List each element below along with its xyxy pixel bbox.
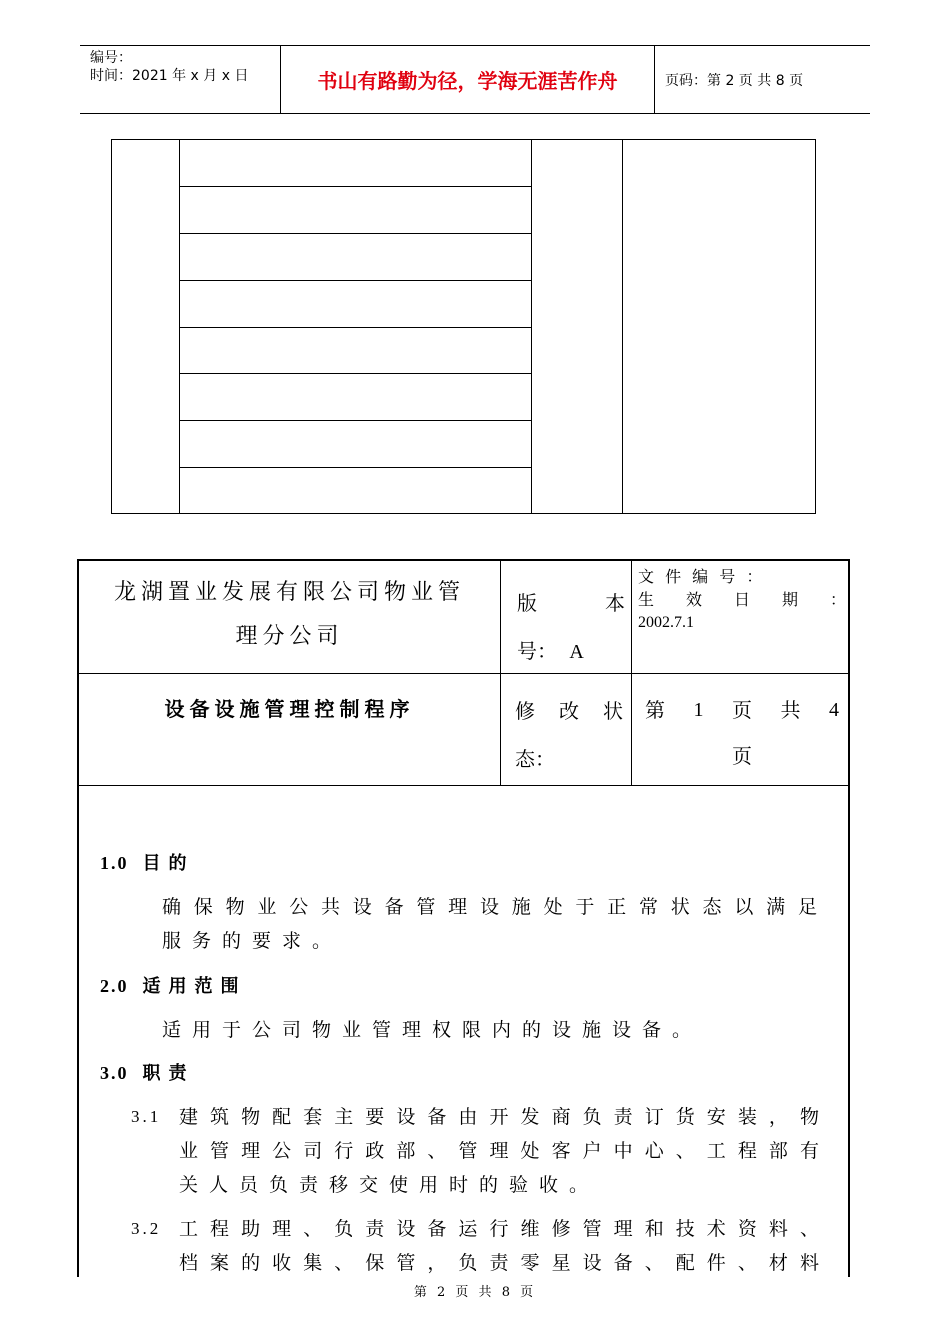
text-char: 业 (257, 896, 277, 918)
text-char: 责 (613, 1106, 633, 1128)
text-char: 套 (303, 1106, 323, 1128)
text-char: 理 (448, 896, 468, 918)
document-title: 设备设施管理控制程序 (164, 697, 415, 721)
table-row-line (179, 233, 531, 234)
text-char: 部 (768, 1140, 788, 1162)
text-char: 心 (644, 1140, 664, 1162)
text-char: 工 (179, 1218, 199, 1240)
text-char: 、 (799, 1218, 819, 1240)
text-char: 理 (613, 1218, 633, 1240)
page-char: 1 (693, 699, 704, 721)
text-char: 的 (241, 1252, 261, 1274)
text-char: 件 (706, 1252, 726, 1274)
text-char: 责 (489, 1252, 509, 1274)
text-char: 由 (458, 1106, 478, 1128)
section-number: 1.0 (100, 853, 129, 873)
text-char: 备 (427, 1106, 447, 1128)
text-char: 物 (799, 1106, 819, 1128)
effective-char: 期 (781, 590, 798, 609)
revision-cell (515, 687, 623, 783)
table-row-line (179, 420, 531, 421)
file-no-label: 文 件 编 号 ： (638, 567, 766, 586)
text-char: 配 (675, 1252, 695, 1274)
text-char: 处 (543, 896, 563, 918)
revision-char: 态： (515, 747, 555, 771)
text-char: 修 (551, 1218, 571, 1240)
effective-date: 2002.7.1 (638, 614, 694, 631)
text-char: 、 (427, 1140, 447, 1162)
section-title: 职责 (142, 1063, 195, 1084)
page-header (80, 45, 870, 114)
version-label-c: 号： (517, 639, 557, 663)
effective-char: 生 (638, 590, 655, 609)
text-char: 中 (613, 1140, 633, 1162)
text-char: 行 (489, 1218, 509, 1240)
text-char: 料 (799, 1252, 819, 1274)
text-char: 管 (396, 1252, 416, 1274)
text-char: ， (427, 1252, 447, 1274)
text-char: 要 (365, 1106, 385, 1128)
text-char: 备 (384, 896, 404, 918)
file-info-cell (638, 565, 846, 634)
text-char: 零 (520, 1252, 540, 1274)
version-value: A (569, 641, 584, 663)
text-char: 常 (638, 896, 658, 918)
table-row-line (179, 373, 531, 374)
text-char: 负 (458, 1252, 478, 1274)
table-divider (531, 140, 532, 513)
text-char: 设 (479, 896, 499, 918)
text-char: 以 (734, 896, 754, 918)
text-char: 正 (607, 896, 627, 918)
text-char: 订 (644, 1106, 664, 1128)
text-char: 、 (644, 1252, 664, 1274)
text-char: 满 (766, 896, 786, 918)
text-char: 商 (551, 1106, 571, 1128)
version-cell (517, 579, 625, 676)
effective-char: ： (829, 590, 846, 609)
number-label: 编号： (90, 50, 132, 66)
text-char: 施 (511, 896, 531, 918)
effective-char: 效 (685, 590, 702, 609)
text-char: ， (768, 1106, 788, 1128)
text-char: 态 (702, 896, 722, 918)
text-char: 和 (644, 1218, 664, 1240)
text-line: 适用于公司物业管理权限内的设施设备。 (162, 1019, 703, 1041)
text-char: 管 (582, 1218, 602, 1240)
text-char: 理 (241, 1140, 261, 1162)
paragraph (162, 1013, 817, 1047)
text-char: 术 (706, 1218, 726, 1240)
text-char: 于 (575, 896, 595, 918)
text-char: 共 (320, 896, 340, 918)
text-char: 主 (334, 1106, 354, 1128)
company-line-2: 理分公司 (235, 624, 344, 649)
subsection (131, 1212, 819, 1280)
text-char: 设 (396, 1218, 416, 1240)
section-number: 3.0 (100, 1063, 129, 1083)
text-char: 筑 (210, 1106, 230, 1128)
text-char: 装 (737, 1106, 757, 1128)
text-char: 助 (241, 1218, 261, 1240)
text-char: 足 (797, 896, 817, 918)
justified-line (179, 1212, 819, 1246)
text-char: 、 (334, 1252, 354, 1274)
company-name (79, 571, 500, 659)
form-page-cell (645, 687, 839, 779)
text-char: 业 (179, 1140, 199, 1162)
text-char: 技 (675, 1218, 695, 1240)
text-line: 服务的要求。 (162, 930, 343, 952)
text-char: 负 (582, 1106, 602, 1128)
text-char: 案 (210, 1252, 230, 1274)
revision-char: 状 (603, 699, 623, 723)
text-char: 设 (352, 896, 372, 918)
text-char: 运 (458, 1218, 478, 1240)
text-char: 管 (458, 1140, 478, 1162)
text-char: 货 (675, 1106, 695, 1128)
document-form (77, 559, 850, 1277)
version-label-a: 版 (517, 591, 537, 615)
justified-line (179, 1246, 819, 1280)
company-line-1: 龙湖置业发展有限公司物业管 (113, 580, 465, 605)
header-page-info: 页码：第 2 页 共 8 页 (665, 72, 804, 89)
page-footer: 第 2 页 共 8 页 (413, 1285, 537, 1300)
text-char: 备 (427, 1218, 447, 1240)
table-divider (622, 140, 623, 513)
text-char: 备 (613, 1252, 633, 1274)
blank-table (111, 139, 816, 514)
effective-label (638, 588, 846, 611)
subsection-number: 3.1 (131, 1107, 162, 1126)
page-char: 共 (780, 698, 801, 722)
header-meta (80, 46, 281, 113)
text-char: 客 (551, 1140, 571, 1162)
text-char: 处 (520, 1140, 540, 1162)
text-char: 配 (272, 1106, 292, 1128)
section-heading (100, 972, 247, 998)
paragraph (162, 890, 817, 958)
table-row-line (179, 280, 531, 281)
revision-char: 修 (515, 699, 535, 723)
text-char: 材 (768, 1252, 788, 1274)
text-char: 设 (396, 1106, 416, 1128)
text-char: 管 (210, 1140, 230, 1162)
subsection-number: 3.2 (131, 1219, 162, 1238)
page-char: 4 (829, 699, 839, 721)
table-row-line (179, 467, 531, 468)
text-char: 星 (551, 1252, 571, 1274)
text-char: 建 (179, 1106, 199, 1128)
form-divider (79, 673, 848, 674)
text-line: 关人员负责移交使用时的验收。 (179, 1174, 600, 1196)
text-char: 状 (670, 896, 690, 918)
text-char: 确 (162, 896, 182, 918)
text-char: 政 (365, 1140, 385, 1162)
subsection (131, 1100, 819, 1202)
text-char: 保 (193, 896, 213, 918)
text-char: 工 (706, 1140, 726, 1162)
text-char: 开 (489, 1106, 509, 1128)
text-char: 、 (737, 1252, 757, 1274)
text-char: 行 (334, 1140, 354, 1162)
text-char: 户 (582, 1140, 602, 1162)
table-row-line (179, 186, 531, 187)
section-heading (100, 849, 195, 875)
effective-char: 日 (733, 590, 750, 609)
text-char: 理 (489, 1140, 509, 1162)
text-char: 料 (768, 1218, 788, 1240)
text-char: 集 (303, 1252, 323, 1274)
text-char: 公 (272, 1140, 292, 1162)
text-char: 有 (799, 1140, 819, 1162)
text-char: 收 (272, 1252, 292, 1274)
header-motto: 书山有路勤为径，学海无涯苦作舟 (281, 46, 655, 113)
text-char: 公 (289, 896, 309, 918)
text-char: 保 (365, 1252, 385, 1274)
text-char: 物 (225, 896, 245, 918)
text-char: 设 (582, 1252, 602, 1274)
page-char: 页 (732, 744, 752, 768)
section-number: 2.0 (100, 976, 129, 996)
text-char: 安 (706, 1106, 726, 1128)
text-char: 理 (272, 1218, 292, 1240)
text-char: 、 (303, 1218, 323, 1240)
justified-line (179, 1134, 819, 1168)
text-char: 物 (241, 1106, 261, 1128)
section-title: 目的 (142, 853, 195, 874)
text-char: 、 (675, 1140, 695, 1162)
text-char: 负 (334, 1218, 354, 1240)
justified-line (162, 890, 817, 924)
section-heading (100, 1059, 195, 1085)
text-char: 资 (737, 1218, 757, 1240)
text-char: 部 (396, 1140, 416, 1162)
page-char: 页 (732, 698, 752, 722)
text-char: 发 (520, 1106, 540, 1128)
version-label-b: 本 (605, 591, 625, 615)
text-char: 档 (179, 1252, 199, 1274)
justified-line (179, 1100, 819, 1134)
text-char: 维 (520, 1218, 540, 1240)
text-char: 程 (737, 1140, 757, 1162)
text-char: 管 (416, 896, 436, 918)
text-char: 程 (210, 1218, 230, 1240)
text-char: 责 (365, 1218, 385, 1240)
form-divider (79, 785, 848, 786)
text-char: 司 (303, 1140, 323, 1162)
table-row-line (179, 327, 531, 328)
time-label: 时间：2021 年 x 月 x 日 (90, 68, 249, 84)
page-char: 第 (645, 698, 665, 722)
revision-char: 改 (559, 699, 579, 723)
section-title: 适用范围 (142, 976, 247, 997)
